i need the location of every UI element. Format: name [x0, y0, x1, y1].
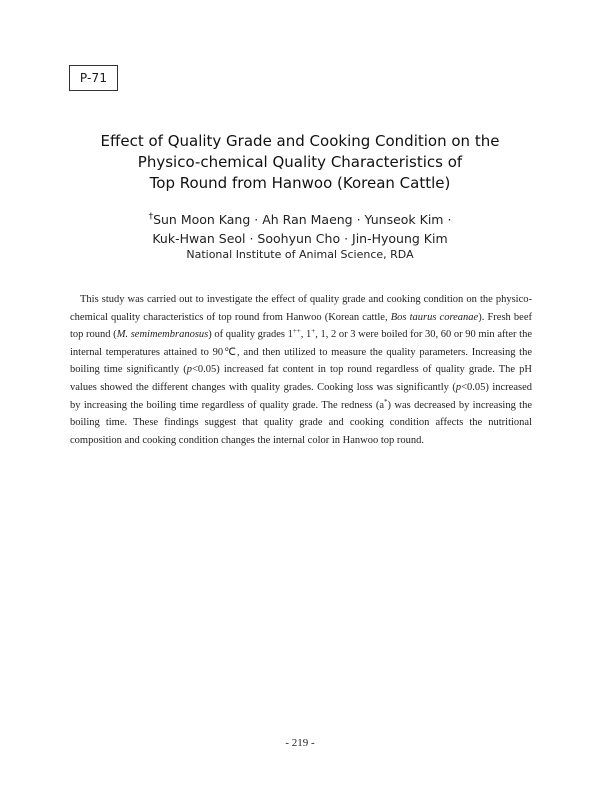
- abstract-text-5: , 1, 2 or 3 were boiled for 30, 60 or 90 min after the internal temperatures attained to 90℃, and then utilized to measure the quality parameters. Increasing the boiling time significantly (: [70, 329, 533, 376]
- affiliation: National Institute of Animal Science, RDA: [186, 248, 414, 261]
- abstract-text-8: ) was decreased by increasing the boiling time. These findings suggest that quality grade and cooking condition affects the nutritional composition and cooking condition changes the internal color in Hanwoo top round.: [70, 399, 533, 446]
- author-list: [0, 208, 600, 248]
- title-line-2: Physico-chemical Quality Characteristics of: [137, 153, 463, 171]
- grade-superscript-pp: ++: [292, 327, 301, 336]
- author-line-1-text: Sun Moon Kang · Ah Ran Maeng · Yunseok Kim ·: [153, 212, 452, 227]
- abstract-text-6: <0.05) increased fat content in top round regardless of quality grade. The pH values showed the different changes with quality grades. Cooking loss was significantly (: [70, 364, 532, 393]
- grade-superscript-p: +: [311, 327, 316, 336]
- poster-code-box: [69, 65, 118, 91]
- poster-code: P-71: [79, 71, 108, 85]
- author-line-1: [0, 208, 600, 229]
- title-line-3: Top Round from Hanwoo (Korean Cattle): [149, 174, 451, 192]
- abstract-text-1: This study was carried out to investigate the effect of quality grade and cooking condition on the physico-chemical quality characteristics of top round from Hanwoo (Korean cattle,: [70, 294, 532, 323]
- title-line-1: Effect of Quality Grade and Cooking Condition on the: [100, 132, 500, 150]
- redness-superscript: *: [384, 397, 388, 406]
- p-value-symbol: p: [455, 381, 462, 393]
- abstract-text-3: ) of quality grades 1: [208, 329, 293, 341]
- abstract-text-2: ). Fresh beef top round (: [70, 311, 532, 341]
- corresponding-author-mark: †: [148, 212, 154, 222]
- abstract-body: [70, 291, 532, 449]
- p-value-symbol: p: [186, 364, 192, 376]
- author-line-2: Kuk-Hwan Seol · Soohyun Cho · Jin-Hyoung Kim: [152, 231, 448, 246]
- muscle-name: M. semimembranosus: [116, 329, 209, 341]
- species-name: Bos taurus coreanae: [390, 311, 479, 323]
- page-number: - 219 -: [285, 737, 315, 749]
- abstract-text-4: , 1: [300, 329, 312, 341]
- paper-title: [0, 131, 600, 194]
- abstract-text-7: <0.05) increased by increasing the boiling time regardless of quality grade. The redness (a: [70, 381, 532, 411]
